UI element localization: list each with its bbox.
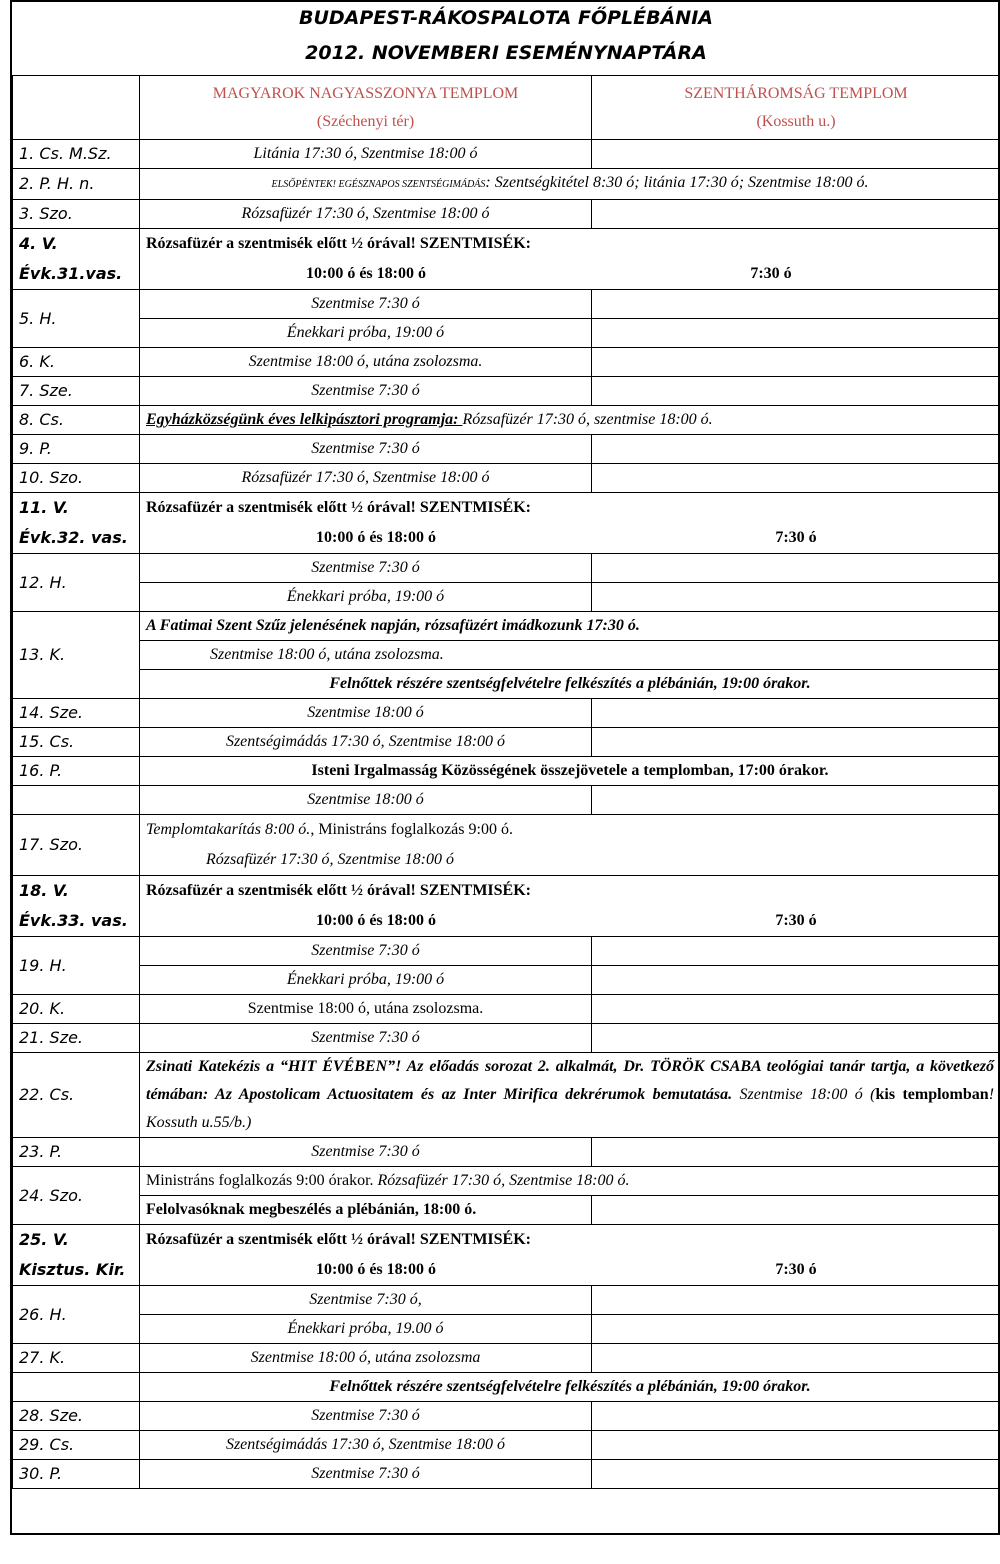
calendar-sheet <box>10 0 1000 1535</box>
table-row <box>13 1344 1000 1373</box>
event-text: , Ministráns foglalkozás 9:00 ó. <box>310 821 513 838</box>
day-cell <box>13 229 140 290</box>
table-row <box>13 1138 1000 1167</box>
day-cell: 19. H. <box>13 937 140 995</box>
event-text: Rózsafüzér 17:30 ó, Szentmise 18:00 ó <box>206 851 454 868</box>
table-row <box>13 169 1000 200</box>
table-row <box>13 966 1000 995</box>
event-text: Rózsafüzér 17:30 ó, szentmise 18:00 ó. <box>462 411 713 428</box>
table-row <box>13 200 1000 229</box>
day-cell: 8. Cs. <box>13 406 140 435</box>
day-cell: 23. P. <box>13 1138 140 1167</box>
table-row <box>13 1053 1000 1138</box>
table-row <box>13 493 1000 554</box>
table-row <box>13 377 1000 406</box>
event-cell <box>140 815 1000 876</box>
mass-times-church2: 7:30 ó <box>775 529 817 546</box>
day-cell: 1. Cs. M.Sz. <box>13 140 140 169</box>
table-row <box>13 1225 1000 1286</box>
table-row <box>13 319 1000 348</box>
empty-cell <box>592 1196 1000 1225</box>
table-row <box>13 1024 1000 1053</box>
event-cell <box>140 1167 1000 1196</box>
table-row <box>13 435 1000 464</box>
table-row <box>13 937 1000 966</box>
table-row <box>13 554 1000 583</box>
table-row <box>13 1286 1000 1315</box>
empty-cell <box>592 554 1000 583</box>
empty-cell <box>592 1344 1000 1373</box>
empty-cell <box>592 1286 1000 1315</box>
event-cell: Szentmise 18:00 ó, utána zsolozsma. <box>140 641 1000 670</box>
day-label: 11. V. <box>19 498 69 517</box>
day-cell: 20. K. <box>13 995 140 1024</box>
day-cell: 30. P. <box>13 1460 140 1489</box>
day-cell: 2. P. H. n. <box>13 169 140 200</box>
table-row <box>13 728 1000 757</box>
event-cell: Énekkari próba, 19:00 ó <box>140 966 592 995</box>
event-cell: Szentmise 7:30 ó <box>140 1402 592 1431</box>
event-text: Rózsafüzér 17:30 ó, Szentmise 18:00 ó. <box>373 1172 630 1189</box>
day-cell: 17. Szo. <box>13 815 140 876</box>
event-cell: Szentmise 7:30 ó, <box>140 1286 592 1315</box>
table-row <box>13 1373 1000 1402</box>
day-cell: 6. K. <box>13 348 140 377</box>
event-cell: Énekkari próba, 19:00 ó <box>140 319 592 348</box>
table-row <box>13 1431 1000 1460</box>
empty-cell <box>13 786 140 815</box>
empty-cell <box>592 937 1000 966</box>
table-row <box>13 670 1000 699</box>
table-row <box>13 348 1000 377</box>
event-cell <box>140 406 1000 435</box>
empty-cell <box>592 200 1000 229</box>
mass-times <box>146 906 994 936</box>
day-cell: 26. H. <box>13 1286 140 1344</box>
empty-cell <box>592 1431 1000 1460</box>
table-row <box>13 612 1000 641</box>
empty-cell <box>592 1460 1000 1489</box>
table-row <box>13 464 1000 493</box>
event-cell: Felnőttek részére szentségfelvételre felkészítés a plébánián, 19:00 órakor. <box>140 1373 1000 1402</box>
table-row <box>13 1167 1000 1196</box>
church2-name: SZENTHÁROMSÁG TEMPLOM <box>684 84 908 102</box>
mass-times <box>146 523 994 553</box>
day-cell: 5. H. <box>13 290 140 348</box>
day-cell: 24. Szo. <box>13 1167 140 1225</box>
empty-cell <box>592 1315 1000 1344</box>
event-cell: Szentmise 7:30 ó <box>140 435 592 464</box>
empty-cell <box>13 1373 140 1402</box>
day-sublabel: Évk.33. vas. <box>19 911 128 930</box>
event-text: Templomtakarítás 8:00 ó. <box>146 821 311 838</box>
event-cell: Felolvasóknak megbeszélés a plébánián, 18:00 ó. <box>140 1196 592 1225</box>
event-cell <box>140 229 1000 290</box>
event-text: Rózsafüzér a szentmisék előtt ½ órával! SZENTMISÉK: <box>146 235 531 252</box>
day-cell: 12. H. <box>13 554 140 612</box>
event-cell: Szentmise 7:30 ó <box>140 554 592 583</box>
empty-cell <box>592 290 1000 319</box>
day-cell: 9. P. <box>13 435 140 464</box>
day-sublabel: Évk.31.vas. <box>19 264 123 283</box>
event-text: Szentmise 18:00 ó ( <box>732 1086 876 1103</box>
mass-times-church1: 10:00 ó és 18:00 ó <box>306 265 426 282</box>
mass-times <box>146 1255 994 1285</box>
event-text: : Szentségkitétel 8:30 ó; litánia 17:30 ó; Szentmise 18:00 ó. <box>485 174 869 191</box>
event-text: Rózsafüzér a szentmisék előtt ½ órával! SZENTMISÉK: <box>146 882 531 899</box>
event-cell: Szentmise 18:00 ó, utána zsolozsma. <box>140 348 592 377</box>
day-sublabel: Kisztus. Kir. <box>19 1260 126 1279</box>
table-row <box>13 1460 1000 1489</box>
event-cell: Énekkari próba, 19:00 ó <box>140 583 592 612</box>
table-row <box>13 290 1000 319</box>
empty-cell <box>592 728 1000 757</box>
event-cell: A Fatimai Szent Szűz jelenésének napján, rózsafüzért imádkozunk 17:30 ó. <box>140 612 1000 641</box>
day-cell: 21. Sze. <box>13 1024 140 1053</box>
event-cell: Szentmise 18:00 ó, utána zsolozsma. <box>140 995 592 1024</box>
table-row <box>13 140 1000 169</box>
mass-times-church2: 7:30 ó <box>775 912 817 929</box>
empty-cell <box>592 786 1000 815</box>
day-cell <box>13 493 140 554</box>
mass-times-church2: 7:30 ó <box>750 265 792 282</box>
day-cell: 7. Sze. <box>13 377 140 406</box>
table-row <box>13 229 1000 290</box>
table-row <box>13 699 1000 728</box>
event-cell: Rózsafüzér 17:30 ó, Szentmise 18:00 ó <box>140 200 592 229</box>
mass-times-church1: 10:00 ó és 18:00 ó <box>316 912 436 929</box>
event-cell: Szentmise 7:30 ó <box>140 377 592 406</box>
table-row <box>13 1315 1000 1344</box>
empty-cell <box>592 966 1000 995</box>
event-cell: Felnőttek részére szentségfelvételre felkészítés a plébánián, 19:00 órakor. <box>140 670 1000 699</box>
empty-cell <box>592 995 1000 1024</box>
day-cell: 3. Szo. <box>13 200 140 229</box>
event-text: ! Kossuth u.55/b.) <box>146 1086 995 1131</box>
table-row <box>13 757 1000 786</box>
empty-cell <box>592 319 1000 348</box>
event-cell <box>140 1053 1000 1138</box>
event-cell <box>140 876 1000 937</box>
table-row <box>13 583 1000 612</box>
day-label: 4. V. <box>19 234 58 253</box>
empty-cell <box>592 464 1000 493</box>
page-subtitle: 2012. NOVEMBERI ESEMÉNYNAPTÁRA <box>305 42 707 64</box>
church1-name: MAGYAROK NAGYASSZONYA TEMPLOM <box>212 84 519 102</box>
table-header-row <box>13 76 1000 140</box>
empty-cell <box>592 583 1000 612</box>
table-row <box>13 876 1000 937</box>
mass-times <box>146 259 994 289</box>
event-text: Egyházközségünk éves lelkipásztori programja: <box>146 411 463 428</box>
event-cell <box>140 493 1000 554</box>
event-line <box>146 815 994 845</box>
day-cell: 27. K. <box>13 1344 140 1373</box>
table-row <box>13 1402 1000 1431</box>
event-cell: Isteni Irgalmasság Közösségének összejövetele a templomban, 17:00 órakor. <box>140 757 1000 786</box>
empty-cell <box>592 377 1000 406</box>
empty-cell <box>592 699 1000 728</box>
day-cell: 16. P. <box>13 757 140 786</box>
empty-cell <box>592 1024 1000 1053</box>
day-cell: 15. Cs. <box>13 728 140 757</box>
church1-place: (Széchenyi tér) <box>316 112 415 130</box>
empty-cell <box>592 1402 1000 1431</box>
day-label: 25. V. <box>19 1230 69 1249</box>
day-cell: 22. Cs. <box>13 1053 140 1138</box>
table-row <box>13 815 1000 876</box>
event-cell: Szentmise 18:00 ó <box>140 786 592 815</box>
event-cell: Szentmise 7:30 ó <box>140 290 592 319</box>
day-label: 18. V. <box>19 881 69 900</box>
event-cell: Szentmise 18:00 ó, utána zsolozsma <box>140 1344 592 1373</box>
table-row <box>13 406 1000 435</box>
event-cell <box>140 1225 1000 1286</box>
event-cell: Rózsafüzér 17:30 ó, Szentmise 18:00 ó <box>140 464 592 493</box>
event-cell: Szentmise 7:30 ó <box>140 1138 592 1167</box>
mass-times-church1: 10:00 ó és 18:00 ó <box>316 1261 436 1278</box>
event-text: Rózsafüzér a szentmisék előtt ½ órával! SZENTMISÉK: <box>146 1231 531 1248</box>
church1-header <box>140 76 592 140</box>
empty-cell <box>592 435 1000 464</box>
day-cell: 29. Cs. <box>13 1431 140 1460</box>
day-cell: 13. K. <box>13 612 140 699</box>
empty-cell <box>592 1138 1000 1167</box>
day-cell: 28. Sze. <box>13 1402 140 1431</box>
event-cell: Szentmise 7:30 ó <box>140 1460 592 1489</box>
table-row <box>13 786 1000 815</box>
table-row <box>13 1196 1000 1225</box>
day-cell <box>13 1225 140 1286</box>
event-text: kis templomban <box>875 1086 989 1103</box>
event-cell: Szentségimádás 17:30 ó, Szentmise 18:00 ó <box>140 728 592 757</box>
church2-place: (Kossuth u.) <box>756 112 836 130</box>
mass-times-church2: 7:30 ó <box>775 1261 817 1278</box>
event-cell: Szentmise 18:00 ó <box>140 699 592 728</box>
event-cell: Szentmise 7:30 ó <box>140 937 592 966</box>
mass-times-church1: 10:00 ó és 18:00 ó <box>316 529 436 546</box>
event-calendar-table <box>12 75 1000 1489</box>
empty-cell <box>592 348 1000 377</box>
header-empty-cell <box>13 76 140 140</box>
event-cell: Szentségimádás 17:30 ó, Szentmise 18:00 ó <box>140 1431 592 1460</box>
day-cell: 14. Sze. <box>13 699 140 728</box>
event-text: Rózsafüzér a szentmisék előtt ½ órával! SZENTMISÉK: <box>146 499 531 516</box>
empty-cell <box>592 140 1000 169</box>
event-text: Zsinati Katekézis a “HIT ÉVÉBEN”! Az előadás sorozat 2. alkalmát, Dr. TÖRÖK CSABA teológiai tanár tartja, a következő témában: Az Apostolicam Actuositatem és az Inter Mirifica dekrérumok bemutatása. <box>146 1058 994 1103</box>
page-title: BUDAPEST-RÁKOSPALOTA FŐPLÉBÁNIA <box>299 7 713 29</box>
day-cell: 10. Szo. <box>13 464 140 493</box>
day-sublabel: Évk.32. vas. <box>19 528 128 547</box>
day-cell <box>13 876 140 937</box>
table-row <box>13 641 1000 670</box>
event-text: ELSŐPÉNTEK! EGÉSZNAPOS SZENTSÉGIMÁDÁS <box>271 179 486 190</box>
event-cell: Litánia 17:30 ó, Szentmise 18:00 ó <box>140 140 592 169</box>
event-text: Ministráns foglalkozás 9:00 órakor. <box>146 1172 374 1189</box>
event-cell: Szentmise 7:30 ó <box>140 1024 592 1053</box>
event-cell: Énekkari próba, 19.00 ó <box>140 1315 592 1344</box>
table-row <box>13 995 1000 1024</box>
church2-header <box>592 76 1000 140</box>
event-cell <box>140 169 1000 200</box>
